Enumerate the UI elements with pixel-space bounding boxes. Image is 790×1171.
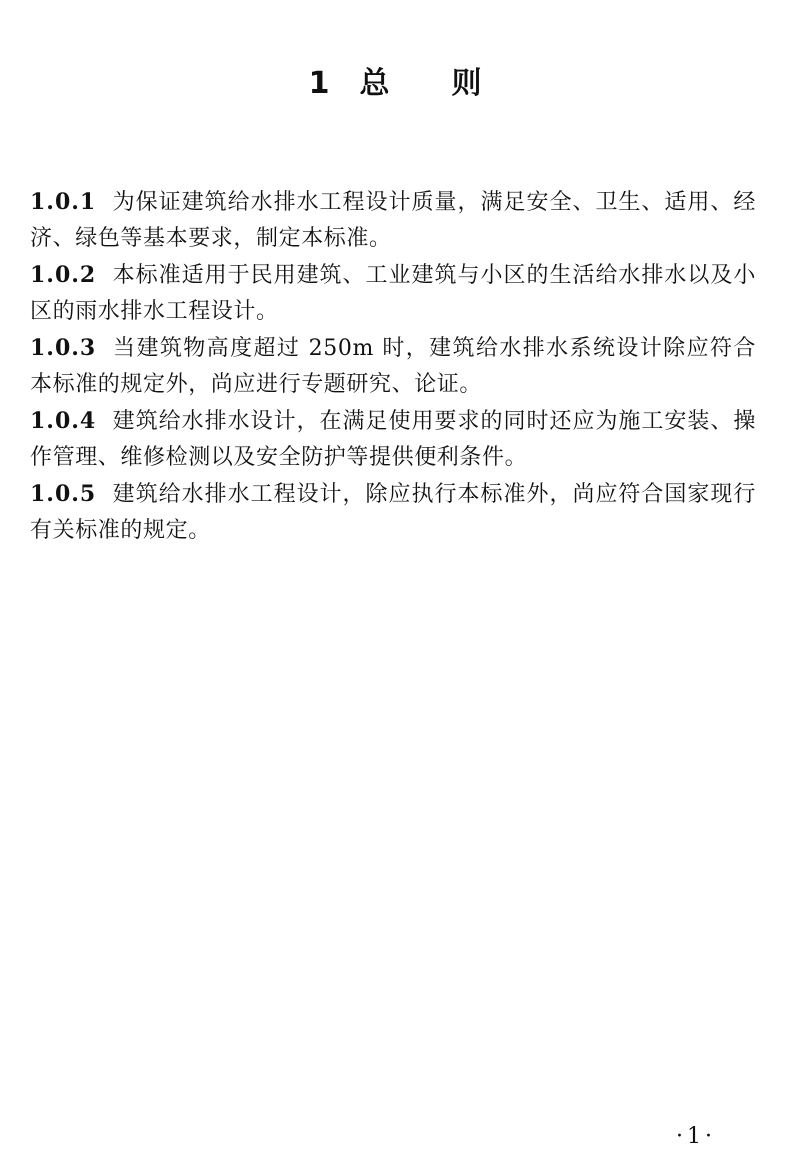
clause-1-0-5 (30, 476, 756, 549)
chapter-title-char-1: 总 (359, 66, 390, 101)
clause-number: 1.0.3 (30, 335, 97, 361)
chapter-title-char-2: 则 (451, 66, 482, 101)
clause-1-0-2 (30, 257, 756, 330)
chapter-number: 1 (308, 66, 330, 101)
clause-1-0-4 (30, 403, 756, 476)
clause-list (30, 184, 756, 549)
clause-text: 建筑给水排水设计，在满足使用要求的同时还应为施工安装、操作管理、维修检测以及安全防护等提供便利条件。 (30, 409, 756, 470)
clause-1-0-3 (30, 330, 756, 403)
clause-1-0-1 (30, 184, 756, 257)
clause-number: 1.0.1 (30, 189, 97, 215)
clause-number: 1.0.4 (30, 408, 97, 434)
clause-text: 本标准适用于民用建筑、工业建筑与小区的生活给水排水以及小区的雨水排水工程设计。 (30, 263, 756, 324)
page-number: ·1· (676, 1124, 716, 1149)
clause-number: 1.0.2 (30, 262, 97, 288)
chapter-title (0, 64, 790, 104)
clause-text: 为保证建筑给水排水工程设计质量，满足安全、卫生、适用、经济、绿色等基本要求，制定本标准。 (30, 190, 756, 251)
clause-number: 1.0.5 (30, 481, 97, 507)
clause-text: 当建筑物高度超过 250m 时，建筑给水排水系统设计除应符合本标准的规定外，尚应进行专题研究、论证。 (30, 336, 756, 397)
clause-text: 建筑给水排水工程设计，除应执行本标准外，尚应符合国家现行有关标准的规定。 (30, 482, 756, 543)
